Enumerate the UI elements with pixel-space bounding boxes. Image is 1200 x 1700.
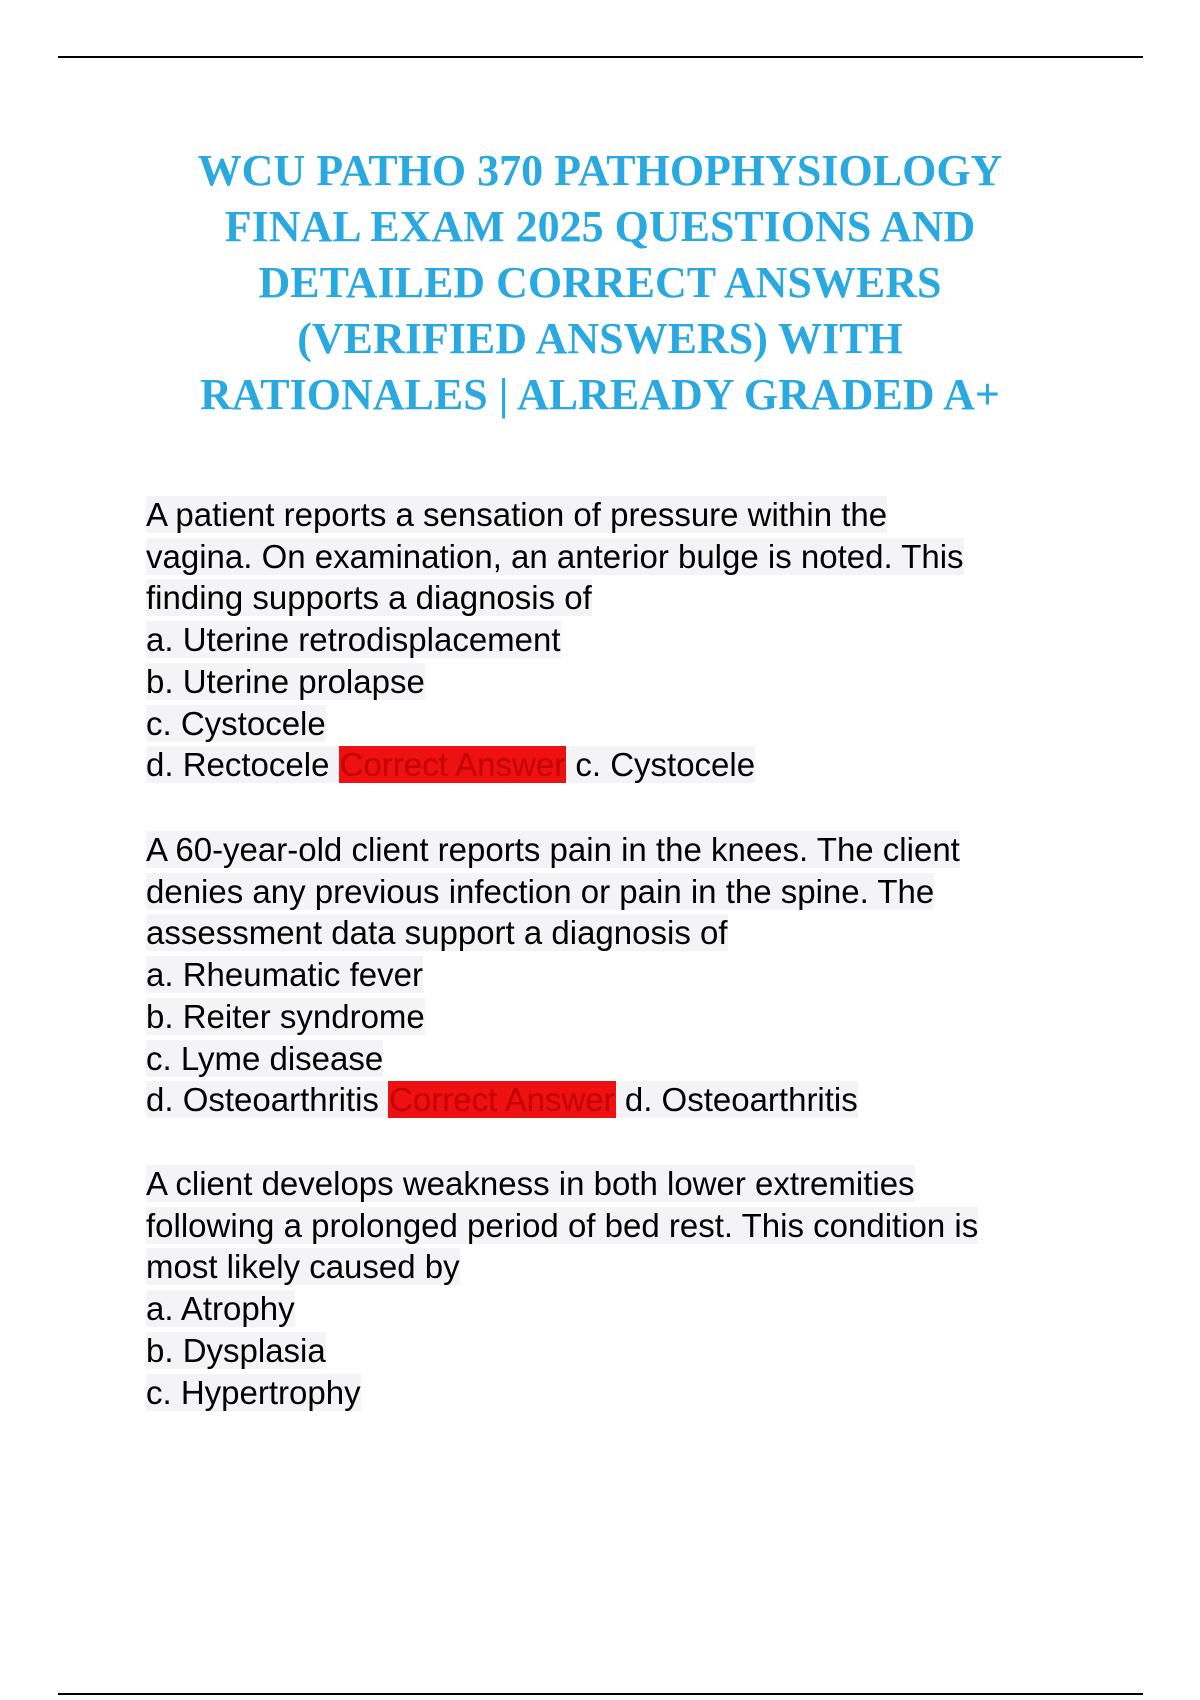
question-stem-line: most likely caused by xyxy=(146,1248,460,1286)
question-block-2 xyxy=(146,829,1106,1121)
option-c: c. Hypertrophy xyxy=(146,1373,361,1411)
option-b: b. Dysplasia xyxy=(146,1331,326,1369)
question-stem-line: following a prolonged period of bed rest. This condition is xyxy=(146,1206,979,1244)
correct-answer-label: Correct Answer xyxy=(389,1081,615,1119)
title-line: (VERIFIED ANSWERS) WITH xyxy=(297,314,903,363)
option-a: a. Rheumatic fever xyxy=(146,956,423,994)
question-stem-line: finding supports a diagnosis of xyxy=(146,579,592,617)
question-stem-line: denies any previous infection or pain in the spine. The xyxy=(146,872,935,910)
option-a: a. Atrophy xyxy=(146,1290,295,1328)
question-stem-line: A patient reports a sensation of pressure within the xyxy=(146,496,888,533)
option-d-with-answer: d. Osteoarthritis Correct Answer d. Osteoarthritis xyxy=(146,1081,858,1119)
question-stem-line: assessment data support a diagnosis of xyxy=(146,914,728,952)
title-line: DETAILED CORRECT ANSWERS xyxy=(258,258,942,307)
document-title xyxy=(100,143,1100,423)
correct-answer-text: d. Osteoarthritis xyxy=(624,1081,858,1119)
question-block-1 xyxy=(146,494,1106,786)
correct-answer-text: c. Cystocele xyxy=(575,746,756,784)
top-rule xyxy=(58,56,1143,58)
option-b: b. Uterine prolapse xyxy=(146,662,425,700)
option-d-with-answer: d. Rectocele Correct Answer c. Cystocele xyxy=(146,746,756,784)
option-c: c. Lyme disease xyxy=(146,1039,384,1077)
question-block-3 xyxy=(146,1163,1106,1413)
option-c: c. Cystocele xyxy=(146,704,326,742)
title-line: RATIONALES | ALREADY GRADED A+ xyxy=(200,370,1000,419)
title-line: FINAL EXAM 2025 QUESTIONS AND xyxy=(224,202,976,251)
bottom-rule xyxy=(58,1693,1143,1695)
correct-answer-label: Correct Answer xyxy=(339,746,566,784)
option-b: b. Reiter syndrome xyxy=(146,997,425,1035)
question-stem-line: A client develops weakness in both lower extremities xyxy=(146,1165,915,1202)
title-line: WCU PATHO 370 PATHOPHYSIOLOGY xyxy=(197,146,1003,195)
question-stem-line: A 60-year-old client reports pain in the knees. The client xyxy=(146,831,960,868)
question-stem-line: vagina. On examination, an anterior bulge is noted. This xyxy=(146,537,964,575)
option-a: a. Uterine retrodisplacement xyxy=(146,621,561,659)
